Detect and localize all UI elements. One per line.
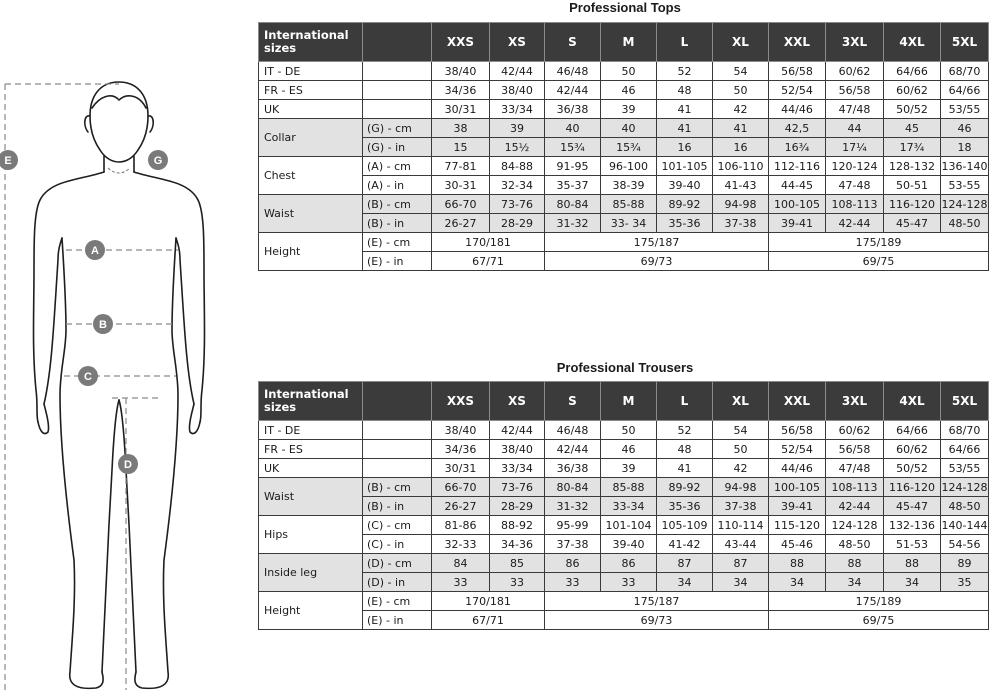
table-row [259,214,989,233]
row-label: IT - DE [259,421,363,440]
height-value: 69/75 [769,611,989,630]
size-value: 42/44 [490,62,545,81]
row-unit [363,421,432,440]
header-label: International sizes [259,382,363,421]
size-value: 39 [490,119,545,138]
size-value: 54-56 [941,535,989,554]
header-size: S [545,382,601,421]
size-value: 105-109 [657,516,713,535]
size-value: 26-27 [432,497,490,516]
group-label: Inside leg [259,554,363,592]
size-value: 46 [601,440,657,459]
size-value: 16 [713,138,769,157]
height-value: 170/181 [432,233,545,252]
trousers-size-table [258,381,989,630]
size-value: 39-41 [769,214,826,233]
size-value: 38/40 [432,62,490,81]
size-value: 48-50 [826,535,884,554]
size-value: 87 [713,554,769,573]
size-value: 28-29 [490,497,545,516]
header-size: XXS [432,382,490,421]
size-value: 64/66 [941,81,989,100]
size-value: 112-116 [769,157,826,176]
size-value: 124-128 [826,516,884,535]
size-value: 33 [545,573,601,592]
size-value: 33/34 [490,459,545,478]
size-value: 46/48 [545,62,601,81]
size-value: 17¾ [884,138,941,157]
size-value: 52 [657,62,713,81]
size-value: 101-104 [601,516,657,535]
size-value: 34 [713,573,769,592]
marker-g [148,150,168,170]
row-unit [363,459,432,478]
size-value: 77-81 [432,157,490,176]
row-unit: (E) - cm [363,233,432,252]
size-value: 39-41 [769,497,826,516]
size-value: 80-84 [545,478,601,497]
table-row [259,252,989,271]
size-value: 42/44 [545,81,601,100]
size-value: 108-113 [826,478,884,497]
table-row [259,233,989,252]
header-size: 4XL [884,382,941,421]
size-value: 85-88 [601,478,657,497]
size-value: 40 [601,119,657,138]
size-value: 28-29 [490,214,545,233]
size-value: 38/40 [490,440,545,459]
header-size: S [545,23,601,62]
size-value: 34-36 [490,535,545,554]
row-unit: (D) - in [363,573,432,592]
group-label: Height [259,233,363,271]
table-row [259,195,989,214]
size-value: 34/36 [432,440,490,459]
size-value: 51-53 [884,535,941,554]
row-unit: (D) - cm [363,554,432,573]
size-value: 116-120 [884,478,941,497]
size-value: 116-120 [884,195,941,214]
tops-size-table [258,22,989,271]
size-value: 50/52 [884,100,941,119]
size-value: 45-47 [884,497,941,516]
size-value: 38-39 [601,176,657,195]
row-unit [363,81,432,100]
size-value: 15¾ [545,138,601,157]
size-value: 42/44 [490,421,545,440]
header-size: 3XL [826,23,884,62]
size-value: 89-92 [657,195,713,214]
header-size: 5XL [941,382,989,421]
table-row [259,516,989,535]
size-value: 16¾ [769,138,826,157]
row-label: FR - ES [259,81,363,100]
size-value: 53-55 [941,176,989,195]
size-value: 36/38 [545,100,601,119]
size-value: 42-44 [826,497,884,516]
size-value: 30/31 [432,459,490,478]
group-label: Waist [259,195,363,233]
table-row [259,62,989,81]
header-size: XXL [769,382,826,421]
size-value: 64/66 [884,421,941,440]
size-value: 33- 34 [601,214,657,233]
table-row [259,611,989,630]
size-value: 88-92 [490,516,545,535]
size-value: 108-113 [826,195,884,214]
size-value: 36/38 [545,459,601,478]
size-value: 47/48 [826,459,884,478]
size-value: 100-105 [769,195,826,214]
height-value: 175/189 [769,592,989,611]
size-value: 34 [884,573,941,592]
marker-c [78,366,98,386]
size-value: 84 [432,554,490,573]
size-value: 30-31 [432,176,490,195]
header-unit [363,382,432,421]
size-value: 115-120 [769,516,826,535]
group-label: Height [259,592,363,630]
size-value: 34/36 [432,81,490,100]
svg-text:B: B [99,319,107,331]
header-unit [363,23,432,62]
row-unit [363,440,432,459]
header-size: L [657,23,713,62]
size-value: 85-88 [601,195,657,214]
row-unit: (A) - in [363,176,432,195]
height-value: 67/71 [432,611,545,630]
size-value: 31-32 [545,214,601,233]
size-value: 48-50 [941,214,989,233]
size-value: 34 [769,573,826,592]
row-unit: (C) - in [363,535,432,554]
row-unit: (B) - in [363,214,432,233]
size-value: 33-34 [601,497,657,516]
size-value: 34 [826,573,884,592]
size-value: 110-114 [713,516,769,535]
size-value: 94-98 [713,195,769,214]
size-value: 44/46 [769,459,826,478]
size-value: 120-124 [826,157,884,176]
table-row [259,421,989,440]
size-value: 81-86 [432,516,490,535]
row-unit: (E) - in [363,252,432,271]
size-value: 56/58 [826,81,884,100]
size-value: 66-70 [432,195,490,214]
size-value: 39-40 [601,535,657,554]
size-value: 50-51 [884,176,941,195]
size-value: 43-44 [713,535,769,554]
size-value: 37-38 [713,497,769,516]
size-value: 96-100 [601,157,657,176]
size-value: 45 [884,119,941,138]
size-value: 47-48 [826,176,884,195]
size-value: 86 [545,554,601,573]
size-value: 34 [657,573,713,592]
size-value: 101-105 [657,157,713,176]
size-value: 48 [657,440,713,459]
size-value: 48 [657,81,713,100]
header-size: XS [490,382,545,421]
size-value: 26-27 [432,214,490,233]
row-unit [363,62,432,81]
size-value: 39-40 [657,176,713,195]
size-value: 56/58 [769,62,826,81]
size-value: 17¼ [826,138,884,157]
size-value: 32-34 [490,176,545,195]
header-size: M [601,23,657,62]
size-value: 53/55 [941,100,989,119]
group-label: Chest [259,157,363,195]
size-value: 41-43 [713,176,769,195]
size-value: 41 [657,459,713,478]
size-value: 42-44 [826,214,884,233]
row-unit: (A) - cm [363,157,432,176]
size-value: 86 [601,554,657,573]
marker-b [93,314,113,334]
height-value: 69/73 [545,252,769,271]
size-value: 106-110 [713,157,769,176]
size-value: 45-46 [769,535,826,554]
table-row [259,119,989,138]
size-value: 47/48 [826,100,884,119]
row-label: IT - DE [259,62,363,81]
header-size: XXL [769,23,826,62]
group-label: Hips [259,516,363,554]
size-value: 85 [490,554,545,573]
size-value: 40 [545,119,601,138]
size-value: 54 [713,421,769,440]
size-value: 15¾ [601,138,657,157]
body-measurement-figure [0,60,235,697]
table-header-row [259,23,989,62]
size-value: 42,5 [769,119,826,138]
svg-text:D: D [124,459,132,471]
size-value: 68/70 [941,62,989,81]
size-value: 30/31 [432,100,490,119]
size-value: 88 [769,554,826,573]
size-value: 124-128 [941,478,989,497]
header-label: International sizes [259,23,363,62]
size-value: 136-140 [941,157,989,176]
header-size: M [601,382,657,421]
size-value: 33 [432,573,490,592]
size-value: 41 [657,119,713,138]
size-value: 46/48 [545,421,601,440]
size-value: 46 [941,119,989,138]
size-value: 42 [713,100,769,119]
size-value: 87 [657,554,713,573]
size-value: 37-38 [713,214,769,233]
size-value: 88 [826,554,884,573]
size-value: 41 [657,100,713,119]
row-label: FR - ES [259,440,363,459]
table-row [259,459,989,478]
marker-d [118,454,138,474]
size-value: 33 [601,573,657,592]
row-unit: (E) - cm [363,592,432,611]
table-row [259,100,989,119]
size-value: 41 [713,119,769,138]
size-value: 50 [601,421,657,440]
size-value: 39 [601,459,657,478]
size-value: 60/62 [884,81,941,100]
size-value: 60/62 [884,440,941,459]
height-value: 69/73 [545,611,769,630]
size-value: 64/66 [941,440,989,459]
header-size: XL [713,23,769,62]
row-unit: (G) - in [363,138,432,157]
size-value: 44/46 [769,100,826,119]
row-unit: (G) - cm [363,119,432,138]
size-value: 50/52 [884,459,941,478]
size-value: 89 [941,554,989,573]
row-unit: (B) - in [363,497,432,516]
size-value: 38/40 [432,421,490,440]
size-value: 35-37 [545,176,601,195]
size-value: 124-128 [941,195,989,214]
table-row [259,440,989,459]
height-value: 175/187 [545,592,769,611]
size-value: 132-136 [884,516,941,535]
size-value: 50 [713,440,769,459]
size-value: 15 [432,138,490,157]
size-value: 100-105 [769,478,826,497]
size-value: 52 [657,421,713,440]
size-value: 88 [884,554,941,573]
row-unit: (B) - cm [363,478,432,497]
size-value: 94-98 [713,478,769,497]
header-size: L [657,382,713,421]
group-label: Collar [259,119,363,157]
size-value: 95-99 [545,516,601,535]
marker-a [85,240,105,260]
group-label: Waist [259,478,363,516]
size-value: 33/34 [490,100,545,119]
table-row [259,592,989,611]
size-value: 33 [490,573,545,592]
size-value: 80-84 [545,195,601,214]
size-value: 73-76 [490,478,545,497]
size-value: 15½ [490,138,545,157]
size-value: 73-76 [490,195,545,214]
size-value: 45-47 [884,214,941,233]
header-size: XL [713,382,769,421]
table-row [259,535,989,554]
size-value: 18 [941,138,989,157]
size-value: 52/54 [769,440,826,459]
size-value: 46 [601,81,657,100]
table-header-row [259,382,989,421]
size-value: 38 [432,119,490,138]
size-value: 16 [657,138,713,157]
size-value: 38/40 [490,81,545,100]
size-value: 84-88 [490,157,545,176]
row-unit: (B) - cm [363,195,432,214]
height-value: 175/189 [769,233,989,252]
size-value: 39 [601,100,657,119]
size-value: 91-95 [545,157,601,176]
size-value: 128-132 [884,157,941,176]
size-value: 42 [713,459,769,478]
size-value: 140-144 [941,516,989,535]
size-value: 35 [941,573,989,592]
size-value: 50 [601,62,657,81]
size-value: 53/55 [941,459,989,478]
svg-text:C: C [84,371,92,383]
header-size: XS [490,23,545,62]
size-value: 42/44 [545,440,601,459]
size-value: 89-92 [657,478,713,497]
table-row [259,573,989,592]
row-unit [363,100,432,119]
size-value: 52/54 [769,81,826,100]
size-value: 35-36 [657,497,713,516]
size-value: 56/58 [769,421,826,440]
size-value: 35-36 [657,214,713,233]
tops-table-title: Professional Tops [569,0,681,15]
table-row [259,81,989,100]
size-value: 32-33 [432,535,490,554]
table-row [259,554,989,573]
size-value: 66-70 [432,478,490,497]
size-value: 48-50 [941,497,989,516]
size-value: 44 [826,119,884,138]
size-value: 64/66 [884,62,941,81]
size-value: 54 [713,62,769,81]
row-label: UK [259,100,363,119]
table-row [259,478,989,497]
header-size: 3XL [826,382,884,421]
size-value: 60/62 [826,62,884,81]
svg-text:G: G [153,155,163,167]
row-unit: (C) - cm [363,516,432,535]
size-value: 44-45 [769,176,826,195]
height-value: 170/181 [432,592,545,611]
height-value: 67/71 [432,252,545,271]
size-value: 56/58 [826,440,884,459]
marker-e [0,150,18,170]
table-row [259,157,989,176]
header-size: 5XL [941,23,989,62]
height-value: 175/187 [545,233,769,252]
trousers-table-title: Professional Trousers [556,360,694,375]
row-label: UK [259,459,363,478]
svg-text:A: A [91,245,99,257]
header-size: XXS [432,23,490,62]
size-value: 31-32 [545,497,601,516]
size-value: 60/62 [826,421,884,440]
table-row [259,138,989,157]
size-value: 50 [713,81,769,100]
size-value: 41-42 [657,535,713,554]
table-row [259,176,989,195]
size-value: 68/70 [941,421,989,440]
svg-text:E: E [4,155,12,167]
height-value: 69/75 [769,252,989,271]
table-row [259,497,989,516]
row-unit: (E) - in [363,611,432,630]
header-size: 4XL [884,23,941,62]
size-value: 37-38 [545,535,601,554]
